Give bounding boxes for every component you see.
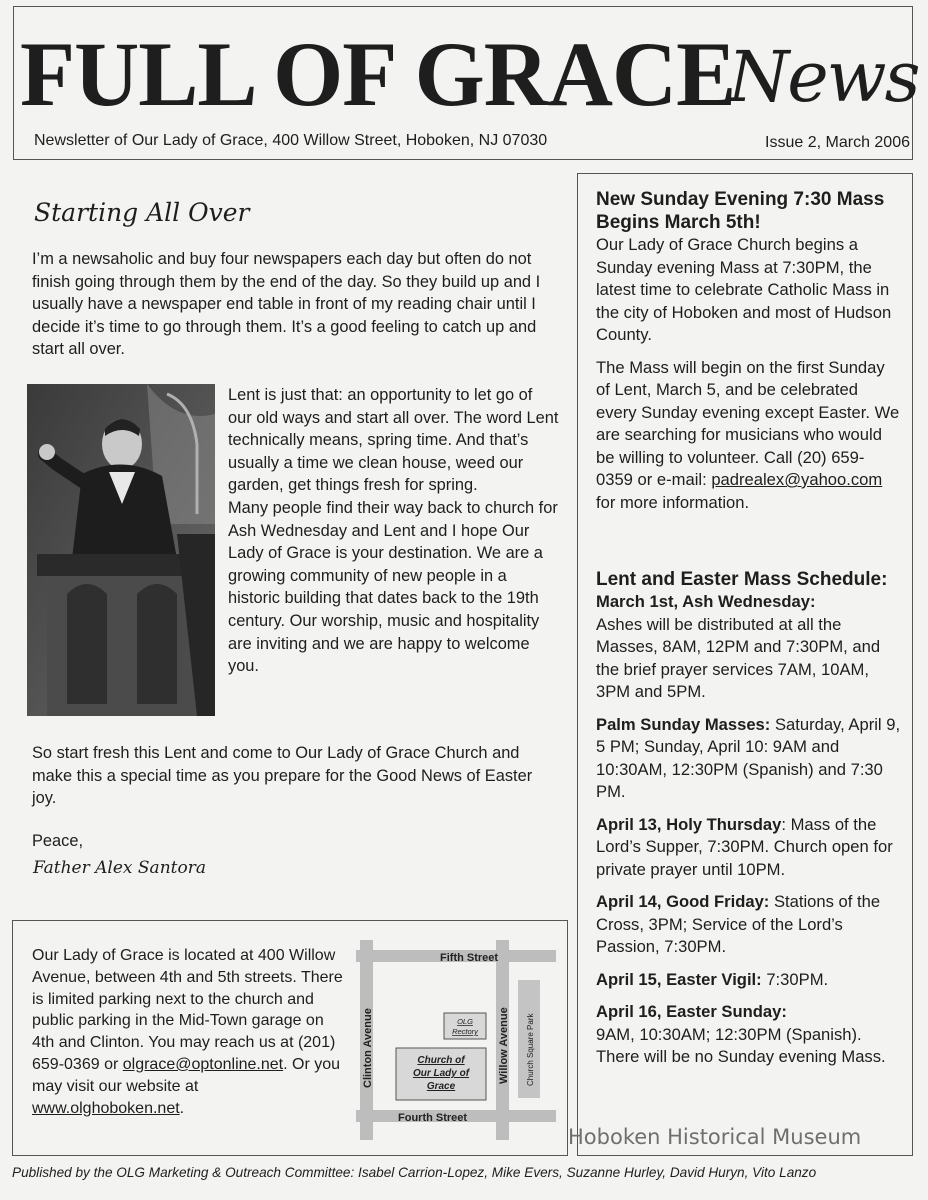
schedule-entry-label: April 15, Easter Vigil: xyxy=(596,969,762,989)
footer-credits: Published by the OLG Marketing & Outreach Committee: Isabel Carrion-Lopez, Mike Evers, Suzanne Hurley, David Huryn, Vito Lanzo xyxy=(12,1165,817,1180)
schedule-entry xyxy=(596,1001,901,1069)
schedule-entry-text: Ashes will be distributed at all the Masses, 8AM, 12PM and 7:30PM, and the brief prayer services 7AM, 10AM, 3PM and 5PM. xyxy=(596,614,881,701)
map-label-fourth-street: Fourth Street xyxy=(398,1112,468,1124)
article-closing: So start fresh this Lent and come to Our Lady of Grace Church and make this a special time as you prepare for the Good News of Easter joy. xyxy=(32,744,533,808)
schedule-entry-label: April 13, Holy Thursday xyxy=(596,814,782,834)
schedule-entry-label: April 14, Good Friday: xyxy=(596,892,770,911)
lent-paragraphs xyxy=(228,384,560,678)
mass-paragraph-1: Our Lady of Grace Church begins a Sunday evening Mass at 7:30PM, the latest time to celebrate Catholic Mass in the city of Hoboken and most of Hudson County. xyxy=(596,235,892,344)
newsletter-subtitle: Newsletter of Our Lady of Grace, 400 Willow Street, Hoboken, NJ 07030 xyxy=(34,132,548,149)
schedule-entry xyxy=(596,891,901,959)
map-label-church-3: Grace xyxy=(426,1081,456,1092)
email-link[interactable]: olgrace@optonline.net xyxy=(122,1055,284,1073)
schedule-entry-text: 7:30PM. xyxy=(766,969,829,989)
mass-paragraph-2-text: The Mass will begin on the first Sunday of Lent, March 5, and be celebrated every Sunday evening except Easter. We are searching for musicians who would be willing to volunteer. Call (20) 659-0359 or e-mail: xyxy=(596,357,900,489)
location-description-2: . Or you may visit our website at xyxy=(32,1055,341,1095)
mass-email-link[interactable]: padrealex@yahoo.com xyxy=(711,470,883,489)
church-map xyxy=(356,940,556,1140)
mass-paragraph-2-end: for more information. xyxy=(596,492,750,512)
map-label-clinton-avenue: Clinton Avenue xyxy=(362,1008,374,1088)
article-intro: I’m a newsaholic and buy four newspapers each day but often do not finish going through them by the end of the day. So they build up and I usually have a newspaper end table in front of my reading chair until I decide it’s time to go through them. It’s a good feeling to catch up and start all over. xyxy=(32,250,541,359)
article-signoff: Peace, xyxy=(32,832,84,850)
mass-paragraph-2 xyxy=(596,357,901,515)
priest-photo-illustration xyxy=(27,384,215,716)
schedule-entry xyxy=(596,969,901,992)
schedule-entry-label: Palm Sunday Masses: xyxy=(596,714,771,734)
schedule-entry-label: April 16, Easter Sunday: xyxy=(596,1002,787,1021)
map-label-park: Church Square Park xyxy=(526,1013,535,1086)
mass-heading: New Sunday Evening 7:30 Mass Begins March 5th! xyxy=(596,189,885,233)
lent-paragraph-1: Lent is just that: an opportunity to let go of our old ways and start all over. The word Lent technically means, spring time. And that’s usually a time we clean house, weed our garden, get things fresh for spring. xyxy=(228,386,559,495)
map-label-fifth-street: Fifth Street xyxy=(440,952,499,964)
article-signature: Father Alex Santora xyxy=(33,858,206,878)
schedule-entry-text: Stations of the Cross, 3PM; Service of the Lord’s Passion, 7:30PM. xyxy=(596,892,881,956)
location-description: Our Lady of Grace is located at 400 Willow Avenue, between 4th and 5th streets. There is limited parking next to the church and public parking in the Mid-Town garage on 4th and Clinton. You may reach us at (201) 659-0369 or xyxy=(32,947,343,1073)
schedule-entry-text: Saturday, April 9, 5 PM; Sunday, April 10: 9AM and 10:30AM, 12:30PM (Spanish) and 7:30 PM. xyxy=(596,714,901,801)
sidebar-schedule xyxy=(596,568,901,1069)
map-label-rectory-2: Rectory xyxy=(452,1027,478,1036)
schedule-entry-label: March 1st, Ash Wednesday: xyxy=(596,592,816,611)
museum-watermark: Hoboken Historical Museum xyxy=(568,1125,862,1149)
map-label-church-1: Church of xyxy=(417,1055,465,1066)
map-label-rectory-1: OLG xyxy=(457,1017,473,1026)
schedule-entry xyxy=(596,591,901,704)
article-heading: Starting All Over xyxy=(34,198,250,227)
schedule-entry-text: : Mass of the Lord’s Supper, 7:30PM. Church open for private prayer until 10PM. xyxy=(596,814,893,879)
newsletter-title: FULL OF GRACE xyxy=(20,23,736,125)
sidebar-mass-announcement xyxy=(596,188,901,514)
lent-paragraph-2: Many people find their way back to church for Ash Wednesday and Lent and I hope Our Lady of Grace is your destination. We are a growing community of new people in a historic building that dates back to the 19th century. Our worship, music and hospitality are inviting and we are happy to welcome you. xyxy=(228,498,558,676)
website-link[interactable]: www.olghoboken.net xyxy=(32,1099,180,1117)
priest-photo xyxy=(27,384,215,716)
schedule-entry xyxy=(596,814,901,882)
schedule-entry xyxy=(596,714,901,804)
map-label-willow-avenue: Willow Avenue xyxy=(498,1007,510,1084)
issue-label: Issue 2, March 2006 xyxy=(765,134,910,151)
newsletter-title-script: News xyxy=(728,36,919,118)
schedule-heading: Lent and Easter Mass Schedule: xyxy=(596,569,888,590)
location-description-3: . xyxy=(179,1099,185,1117)
map-label-church-2: Our Lady of xyxy=(412,1068,470,1079)
schedule-entry-text: 9AM, 10:30AM; 12:30PM (Spanish). There will be no Sunday evening Mass. xyxy=(596,1024,886,1066)
location-text xyxy=(32,945,350,1119)
